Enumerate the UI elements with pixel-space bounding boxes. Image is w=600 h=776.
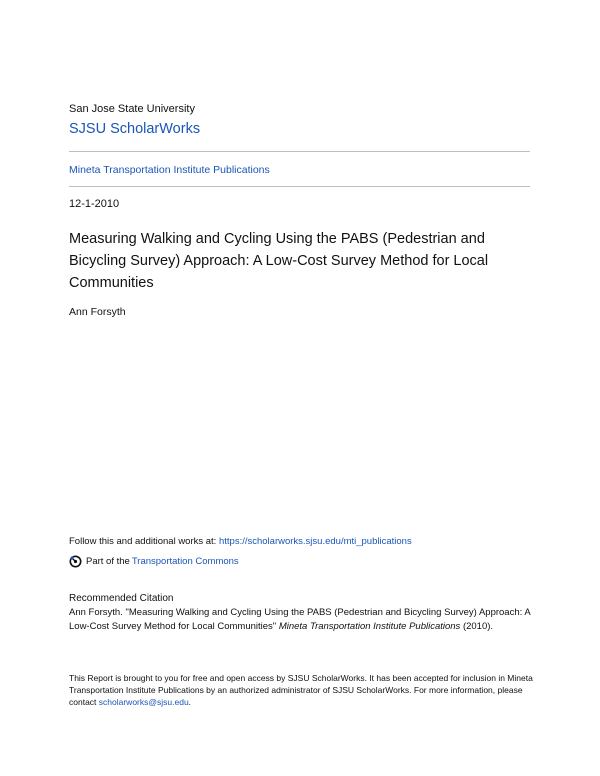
access-notice <box>69 672 539 708</box>
follow-prefix: Follow this and additional works at: <box>69 536 219 547</box>
part-of-prefix: Part of the <box>86 556 130 567</box>
follow-line <box>69 536 412 547</box>
divider <box>69 151 530 152</box>
commons-link[interactable]: Transportation Commons <box>131 556 239 567</box>
access-notice-text: This Report is brought to you for free and open access by SJSU ScholarWorks. It has been accepted for inclusion in Mineta Transportation Institute Publications by an authorized administrator of SJSU ScholarWorks. For more information, please contact <box>69 673 533 707</box>
part-of-line <box>69 555 239 568</box>
repository-link[interactable]: SJSU ScholarWorks <box>69 121 201 137</box>
follow-link[interactable]: https://scholarworks.sjsu.edu/mti_publications <box>218 536 412 547</box>
publication-date: 12-1-2010 <box>69 198 120 210</box>
institution-name: San Jose State University <box>69 103 195 115</box>
citation-year: (2010). <box>460 620 494 632</box>
access-notice-end: . <box>188 697 192 707</box>
document-title: Measuring Walking and Cycling Using the PABS (Pedestrian and Bicycling Survey) Approach: A Low-Cost Survey Method for Local Communities <box>69 231 489 291</box>
citation-text <box>69 606 539 633</box>
commons-network-icon <box>69 555 82 568</box>
series-link[interactable]: Mineta Transportation Institute Publications <box>69 164 270 176</box>
citation-heading: Recommended Citation <box>69 593 174 604</box>
divider <box>69 186 530 187</box>
citation-lead: Ann Forsyth. "Measuring Walking and Cycling Using the PABS (Pedestrian and Bicycling Survey) Approach: A Low-Cost Survey Method for Local Communities" <box>69 607 531 632</box>
citation-journal: Mineta Transportation Institute Publications <box>278 620 461 632</box>
contact-email-link[interactable]: scholarworks@sjsu.edu <box>98 697 189 707</box>
author-name: Ann Forsyth <box>69 306 126 318</box>
